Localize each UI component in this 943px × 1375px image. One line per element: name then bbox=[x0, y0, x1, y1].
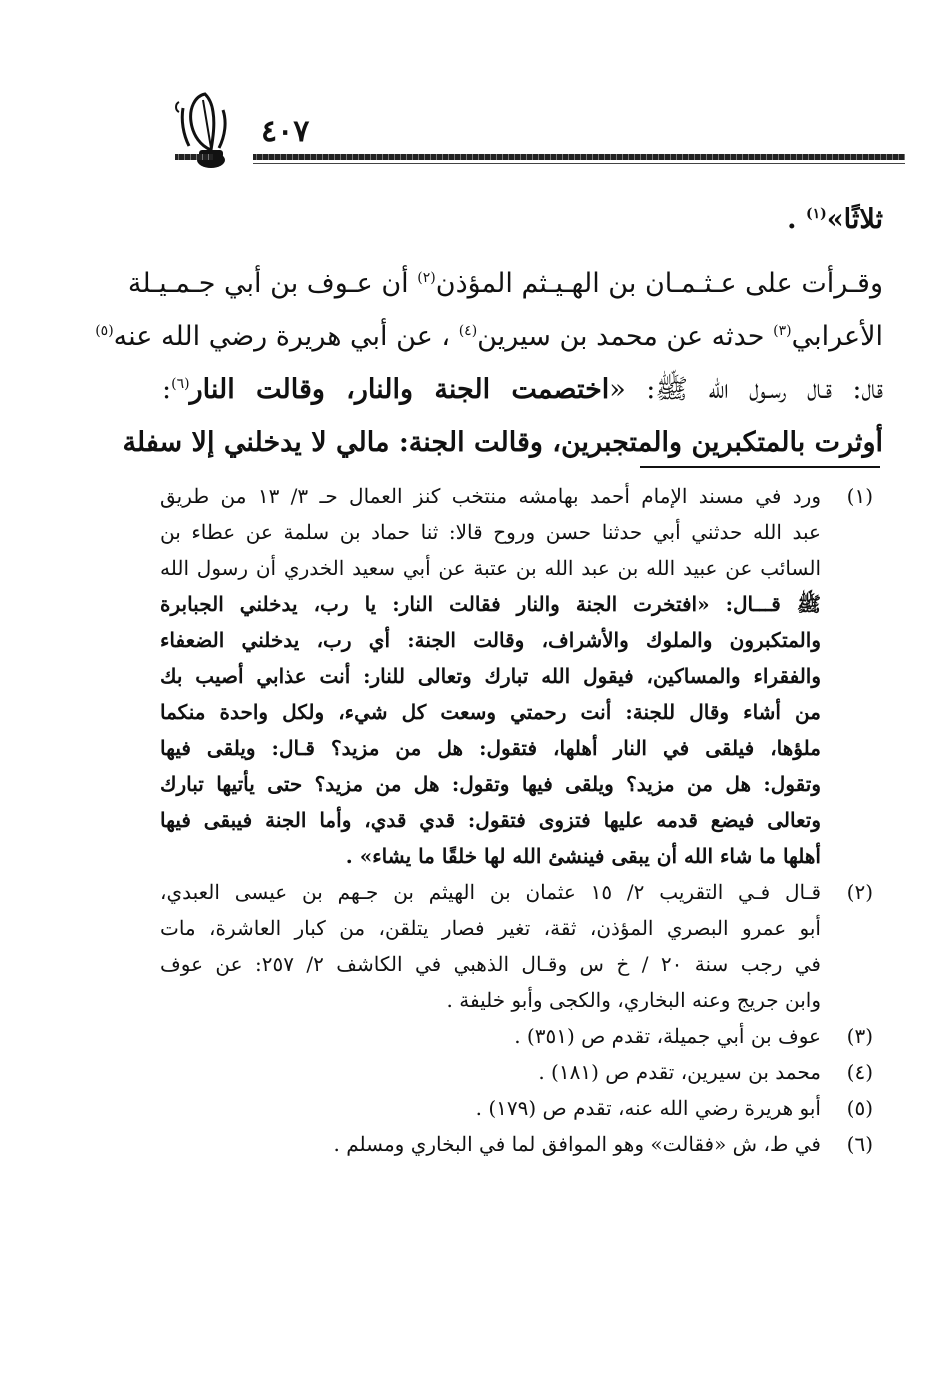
text-line-4 bbox=[162, 363, 883, 416]
footnote-number: (٦) bbox=[846, 1132, 873, 1156]
footnotes bbox=[160, 478, 873, 1162]
footnote-1-line bbox=[160, 802, 873, 838]
footnote-1-line bbox=[160, 550, 873, 586]
hadith-text: اختصمت الجنة والنار، وقالت النار bbox=[189, 374, 610, 405]
text-span: ثلاثًا» bbox=[826, 204, 883, 235]
quill-and-inkwell-icon bbox=[165, 88, 245, 174]
footnote-ref: (٤) bbox=[458, 323, 478, 339]
footnote-ref: (٢) bbox=[417, 270, 436, 286]
footnote-number: (١) bbox=[846, 484, 873, 508]
footnote-1-line bbox=[160, 694, 873, 730]
footnote-text: والفقراء والمساكين، فيقول الله تبارك وتعالى للنار: أنت عذابي أصيب بك bbox=[160, 664, 821, 688]
footnote-text: قـال فـي التقريب ٢/ ١٥ عثمان بن الهيثم بن جـهم بن عيسى العبدي، bbox=[160, 880, 821, 904]
footnote-text: ملؤها، فيلقى في النار أهلها، فتقول: هل من مزيد؟ قـال: ويلقى فيها bbox=[160, 736, 821, 760]
footnote-text: وابن جريج وعنه البخاري، والكجى وأبو خليفة . bbox=[446, 988, 821, 1012]
footnote-text: وتقول: هل من مزيد؟ ويلقى فيها وتقول: هل من مزيد؟ حتى يأتيها تبارك bbox=[160, 772, 821, 796]
text-span: قال: قـال رسـول الله ﷺ: « bbox=[609, 374, 884, 405]
header-rule-thin bbox=[253, 163, 905, 164]
footnote-number: (٢) bbox=[846, 880, 873, 904]
footnote-text: ورد في مسند الإمام أحمد بهامشه منتخب كنز العمال حـ ٣/ ١٣ من طريق bbox=[160, 484, 821, 508]
footnote-text: في ط، ش «فقالت» وهو الموافق لما في البخاري ومسلم . bbox=[333, 1132, 821, 1156]
footnote-text: محمد بن سيرين، تقدم ص (١٨١) . bbox=[538, 1060, 821, 1084]
page-header bbox=[165, 88, 905, 178]
footnote-2-line bbox=[160, 982, 873, 1018]
footnote-1-line bbox=[160, 658, 873, 694]
text-span: وقـرأت على عـثـمـان بن الهـيـثم المؤذن bbox=[435, 268, 883, 299]
footnote-1-line bbox=[160, 730, 873, 766]
footnote-text: من أشاء وقال للجنة: أنت رحمتي وسعت كل شيء، ولكل واحدة منكما bbox=[160, 700, 821, 724]
footnote-2 bbox=[160, 874, 873, 910]
footnote-text: وتعالى فيضع قدمه عليها فتزوى فتقول: قدي قدي، وأما الجنة فيبقى فيها bbox=[160, 808, 821, 832]
text-line-2 bbox=[127, 257, 883, 310]
footnote-1-line bbox=[160, 514, 873, 550]
footnote-3 bbox=[160, 1018, 873, 1054]
footnote-1 bbox=[160, 478, 873, 514]
footnote-1-line bbox=[160, 766, 873, 802]
footnote-number: (٣) bbox=[846, 1024, 873, 1048]
footnote-text: والمتكبرون والملوك والأشراف، وقالت الجنة: أي رب، يدخلني الضعفاء bbox=[160, 628, 821, 652]
text-span: أن عـوف بن أبي جـمـيـلة bbox=[127, 268, 409, 299]
text-line-3 bbox=[95, 310, 883, 363]
text-span: . bbox=[787, 204, 806, 235]
text-line-1 bbox=[162, 195, 883, 245]
footnote-ref: (٥) bbox=[95, 323, 114, 339]
text-line-5 bbox=[122, 416, 883, 469]
text-span: : bbox=[162, 374, 172, 405]
footnote-ref: (١) bbox=[805, 206, 827, 222]
hadith-text: أوثرت بالمتكبرين والمتجبرين، وقالت الجنة: مالي لا يدخلني إلا سفلة bbox=[122, 427, 883, 458]
footnote-1-line bbox=[160, 622, 873, 658]
page-number: ٤٠٧ bbox=[261, 114, 310, 149]
footnote-text: أبو عمرو البصري المؤذن، ثقة، تغير فصار يتلقن، من كبار العاشرة، مات bbox=[160, 916, 821, 940]
footnote-ref: (٦) bbox=[171, 376, 190, 392]
footnote-2-line bbox=[160, 910, 873, 946]
footnote-2-line bbox=[160, 946, 873, 982]
footnote-6 bbox=[160, 1126, 873, 1162]
footnote-4 bbox=[160, 1054, 873, 1090]
footnote-number: (٥) bbox=[846, 1096, 873, 1120]
footnote-text: في رجب سنة ٢٠ / خ س وقـال الذهبي في الكاشف ٢/ ٢٥٧: عن عوف bbox=[160, 952, 821, 976]
footnote-text: أبو هريرة رضي الله عنه، تقدم ص (١٧٩) . bbox=[475, 1096, 821, 1120]
footnote-text: أهلها ما شاء الله أن يبقى فينشئ الله لها خلقًا ما يشاء» . bbox=[345, 844, 821, 868]
footnote-1-line bbox=[160, 838, 873, 874]
text-span: ، عن أبي هريرة رضي الله عنه bbox=[113, 321, 451, 352]
footnote-text: السائب عن عبيد الله بن عبد الله بن عتبة عن أبي سعيد الخدري أن رسول الله bbox=[160, 556, 821, 580]
footnote-text: عوف بن أبي جميلة، تقدم ص (٣٥١) . bbox=[514, 1024, 821, 1048]
text-span: الأعرابي bbox=[791, 321, 883, 352]
footnote-5 bbox=[160, 1090, 873, 1126]
footnote-separator bbox=[640, 466, 880, 468]
header-rule-left bbox=[175, 154, 213, 160]
footnote-text: عبد الله حدثني أبي حدثنا حسن وروح قالا: ثنا حماد بن سلمة عن عطاء بن bbox=[160, 520, 821, 544]
header-rule bbox=[253, 154, 905, 160]
footnote-number: (٤) bbox=[846, 1060, 873, 1084]
footnote-text: ﷺ قـــال: «افتخرت الجنة والنار فقالت النار: يا رب، يدخلني الجبابرة bbox=[160, 592, 821, 616]
main-text bbox=[95, 195, 884, 469]
text-span: حدثه عن محمد بن سيرين bbox=[477, 321, 765, 352]
footnote-ref: (٣) bbox=[773, 323, 792, 339]
footnote-1-line bbox=[160, 586, 873, 622]
